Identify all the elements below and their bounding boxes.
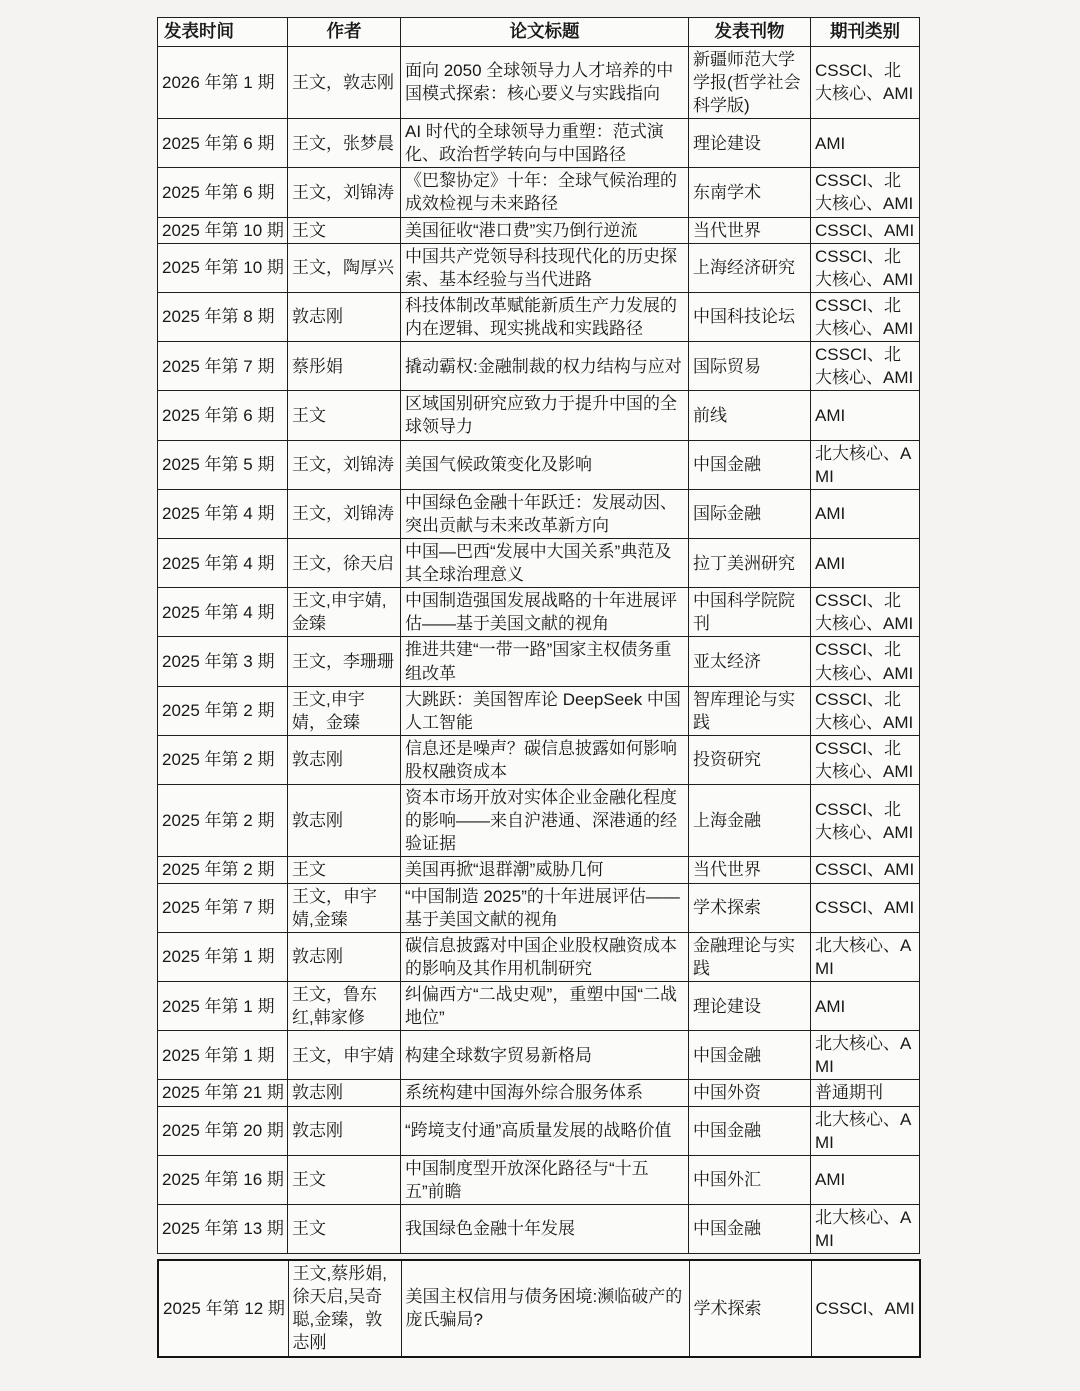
header-row: [158, 18, 920, 47]
authors-cell: 王文，刘锦涛: [288, 440, 401, 489]
category-cell: 北大核心、AMI: [811, 932, 920, 981]
header-authors: 作者: [288, 18, 401, 47]
venue-cell: 学术探索: [689, 883, 811, 932]
date-cell: 2025 年第 20 期: [158, 1106, 288, 1155]
table-row: [158, 637, 920, 686]
authors-cell: 王文: [288, 857, 401, 883]
title-cell: 我国绿色金融十年发展: [401, 1204, 689, 1253]
venue-cell: 上海经济研究: [689, 243, 811, 292]
publication-table-wrap: [157, 17, 919, 1358]
date-cell: 2025 年第 8 期: [158, 292, 288, 341]
title-cell: 中国—巴西“发展中大国关系”典范及其全球治理意义: [401, 538, 689, 587]
date-cell: 2025 年第 4 期: [158, 588, 288, 637]
table-row: [158, 883, 920, 932]
category-cell: CSSCI、AMI: [811, 883, 920, 932]
date-cell: 2025 年第 10 期: [158, 217, 288, 243]
category-cell: AMI: [811, 538, 920, 587]
table-row: [158, 1106, 920, 1155]
authors-cell: 王文: [288, 1204, 401, 1253]
venue-cell: 中国外汇: [689, 1155, 811, 1204]
header-date: 发表时间: [158, 18, 288, 47]
authors-cell: 王文，刘锦涛: [288, 168, 401, 217]
title-cell: 推进共建“一带一路”国家主权债务重组改革: [401, 637, 689, 686]
venue-cell: 当代世界: [689, 217, 811, 243]
title-cell: 区域国别研究应致力于提升中国的全球领导力: [401, 391, 689, 440]
header-venue: 发表刊物: [689, 18, 811, 47]
table-row: [158, 342, 920, 391]
date-cell: 2025 年第 2 期: [158, 735, 288, 784]
authors-cell: 王文，刘锦涛: [288, 489, 401, 538]
authors-cell: 王文，申宇婧: [288, 1031, 401, 1080]
authors-cell: 敦志刚: [288, 785, 401, 857]
category-cell: AMI: [811, 981, 920, 1030]
title-cell: 中国绿色金融十年跃迁：发展动因、突出贡献与未来改革新方向: [401, 489, 689, 538]
title-cell: 构建全球数字贸易新格局: [401, 1031, 689, 1080]
venue-cell: 中国金融: [689, 440, 811, 489]
title-cell: 《巴黎协定》十年：全球气候治理的成效检视与未来路径: [401, 168, 689, 217]
date-cell: 2025 年第 4 期: [158, 489, 288, 538]
venue-cell: 拉丁美洲研究: [689, 538, 811, 587]
detached-row-table: [157, 1259, 921, 1357]
venue-cell: 学术探索: [689, 1260, 811, 1356]
title-cell: 美国气候政策变化及影响: [401, 440, 689, 489]
date-cell: 2025 年第 21 期: [158, 1080, 288, 1106]
authors-cell: 蔡彤娟: [288, 342, 401, 391]
date-cell: 2025 年第 5 期: [158, 440, 288, 489]
category-cell: 普通期刊: [811, 1080, 920, 1106]
venue-cell: 理论建设: [689, 981, 811, 1030]
table-row: [158, 1204, 920, 1253]
authors-cell: 王文，李珊珊: [288, 637, 401, 686]
venue-cell: 金融理论与实践: [689, 932, 811, 981]
authors-cell: 王文，申宇婧,金臻: [288, 883, 401, 932]
category-cell: CSSCI、北大核心、AMI: [811, 46, 920, 118]
venue-cell: 国际贸易: [689, 342, 811, 391]
date-cell: 2025 年第 1 期: [158, 1031, 288, 1080]
date-cell: 2025 年第 2 期: [158, 857, 288, 883]
authors-cell: 敦志刚: [288, 1106, 401, 1155]
venue-cell: 投资研究: [689, 735, 811, 784]
authors-cell: 王文，张梦晨: [288, 119, 401, 168]
title-cell: 美国再掀“退群潮”威胁几何: [401, 857, 689, 883]
venue-cell: 中国金融: [689, 1031, 811, 1080]
date-cell: 2026 年第 1 期: [158, 46, 288, 118]
venue-cell: 当代世界: [689, 857, 811, 883]
authors-cell: 王文,申宇婧，金臻: [288, 686, 401, 735]
category-cell: CSSCI、AMI: [811, 1260, 920, 1356]
category-cell: CSSCI、北大核心、AMI: [811, 168, 920, 217]
title-cell: 信息还是噪声？碳信息披露如何影响股权融资成本: [401, 735, 689, 784]
venue-cell: 中国金融: [689, 1106, 811, 1155]
table-row: [158, 243, 920, 292]
header-title: 论文标题: [401, 18, 689, 47]
authors-cell: 王文,申宇婧,金臻: [288, 588, 401, 637]
category-cell: CSSCI、北大核心、AMI: [811, 785, 920, 857]
table-row: [158, 217, 920, 243]
table-row: [158, 1080, 920, 1106]
table-row: [158, 785, 920, 857]
table-row: [158, 168, 920, 217]
venue-cell: 亚太经济: [689, 637, 811, 686]
category-cell: 北大核心、AMI: [811, 1031, 920, 1080]
table-row: [158, 391, 920, 440]
authors-cell: 王文，敦志刚: [288, 46, 401, 118]
category-cell: 北大核心、AMI: [811, 1204, 920, 1253]
date-cell: 2025 年第 12 期: [158, 1260, 288, 1356]
category-cell: CSSCI、北大核心、AMI: [811, 292, 920, 341]
venue-cell: 新疆师范大学学报(哲学社会科学版): [689, 46, 811, 118]
table-row: [158, 440, 920, 489]
title-cell: AI 时代的全球领导力重塑：范式演化、政治哲学转向与中国路径: [401, 119, 689, 168]
venue-cell: 前线: [689, 391, 811, 440]
table-row: [158, 1260, 920, 1356]
title-cell: 美国主权信用与债务困境:濒临破产的庞氏骗局?: [401, 1260, 689, 1356]
venue-cell: 国际金融: [689, 489, 811, 538]
title-cell: 资本市场开放对实体企业金融化程度的影响——来自沪港通、深港通的经验证据: [401, 785, 689, 857]
category-cell: CSSCI、北大核心、AMI: [811, 342, 920, 391]
authors-cell: 王文，鲁东红,韩家修: [288, 981, 401, 1030]
category-cell: AMI: [811, 119, 920, 168]
table-row: [158, 119, 920, 168]
title-cell: “跨境支付通”高质量发展的战略价值: [401, 1106, 689, 1155]
table-row: [158, 857, 920, 883]
venue-cell: 理论建设: [689, 119, 811, 168]
venue-cell: 东南学术: [689, 168, 811, 217]
date-cell: 2025 年第 3 期: [158, 637, 288, 686]
title-cell: 美国征收“港口费”实乃倒行逆流: [401, 217, 689, 243]
detached-row-block: [157, 1259, 919, 1357]
venue-cell: 中国科学院院刊: [689, 588, 811, 637]
table-row: [158, 686, 920, 735]
publication-table: [157, 17, 920, 1254]
category-cell: 北大核心、AMI: [811, 440, 920, 489]
title-cell: 纠偏西方“二战史观”，重塑中国“二战地位”: [401, 981, 689, 1030]
date-cell: 2025 年第 13 期: [158, 1204, 288, 1253]
title-cell: 中国共产党领导科技现代化的历史探索、基本经验与当代进路: [401, 243, 689, 292]
title-cell: “中国制造 2025”的十年进展评估——基于美国文献的视角: [401, 883, 689, 932]
category-cell: 北大核心、AMI: [811, 1106, 920, 1155]
table-row: [158, 588, 920, 637]
authors-cell: 王文: [288, 217, 401, 243]
title-cell: 面向 2050 全球领导力人才培养的中国模式探索：核心要义与实践指向: [401, 46, 689, 118]
header-category: 期刊类别: [811, 18, 920, 47]
authors-cell: 敦志刚: [288, 292, 401, 341]
authors-cell: 王文，陶厚兴: [288, 243, 401, 292]
title-cell: 中国制造强国发展战略的十年进展评估——基于美国文献的视角: [401, 588, 689, 637]
authors-cell: 王文,蔡彤娟,徐天启,吴奇聪,金臻，敦志刚: [288, 1260, 401, 1356]
date-cell: 2025 年第 4 期: [158, 538, 288, 587]
table-row: [158, 292, 920, 341]
final-table-body: [158, 1260, 920, 1356]
venue-cell: 上海金融: [689, 785, 811, 857]
category-cell: CSSCI、北大核心、AMI: [811, 735, 920, 784]
date-cell: 2025 年第 7 期: [158, 883, 288, 932]
table-header: [158, 18, 920, 47]
authors-cell: 敦志刚: [288, 735, 401, 784]
date-cell: 2025 年第 1 期: [158, 981, 288, 1030]
category-cell: AMI: [811, 391, 920, 440]
title-cell: 大跳跃：美国智库论 DeepSeek 中国人工智能: [401, 686, 689, 735]
date-cell: 2025 年第 16 期: [158, 1155, 288, 1204]
category-cell: CSSCI、AMI: [811, 857, 920, 883]
date-cell: 2025 年第 6 期: [158, 168, 288, 217]
category-cell: AMI: [811, 1155, 920, 1204]
authors-cell: 王文，徐天启: [288, 538, 401, 587]
authors-cell: 王文: [288, 391, 401, 440]
date-cell: 2025 年第 6 期: [158, 119, 288, 168]
table-row: [158, 981, 920, 1030]
main-table-body: [158, 46, 920, 1253]
title-cell: 撬动霸权:金融制裁的权力结构与应对: [401, 342, 689, 391]
venue-cell: 中国科技论坛: [689, 292, 811, 341]
table-row: [158, 46, 920, 118]
authors-cell: 王文: [288, 1155, 401, 1204]
table-row: [158, 1031, 920, 1080]
authors-cell: 敦志刚: [288, 1080, 401, 1106]
title-cell: 系统构建中国海外综合服务体系: [401, 1080, 689, 1106]
date-cell: 2025 年第 2 期: [158, 785, 288, 857]
date-cell: 2025 年第 7 期: [158, 342, 288, 391]
venue-cell: 中国外资: [689, 1080, 811, 1106]
title-cell: 碳信息披露对中国企业股权融资成本的影响及其作用机制研究: [401, 932, 689, 981]
category-cell: CSSCI、北大核心、AMI: [811, 686, 920, 735]
category-cell: AMI: [811, 489, 920, 538]
venue-cell: 智库理论与实践: [689, 686, 811, 735]
table-row: [158, 538, 920, 587]
title-cell: 科技体制改革赋能新质生产力发展的内在逻辑、现实挑战和实践路径: [401, 292, 689, 341]
date-cell: 2025 年第 1 期: [158, 932, 288, 981]
category-cell: CSSCI、AMI: [811, 217, 920, 243]
category-cell: CSSCI、北大核心、AMI: [811, 588, 920, 637]
table-row: [158, 735, 920, 784]
authors-cell: 敦志刚: [288, 932, 401, 981]
date-cell: 2025 年第 10 期: [158, 243, 288, 292]
venue-cell: 中国金融: [689, 1204, 811, 1253]
table-row: [158, 932, 920, 981]
date-cell: 2025 年第 6 期: [158, 391, 288, 440]
category-cell: CSSCI、北大核心、AMI: [811, 243, 920, 292]
category-cell: CSSCI、北大核心、AMI: [811, 637, 920, 686]
title-cell: 中国制度型开放深化路径与“十五五”前瞻: [401, 1155, 689, 1204]
table-row: [158, 1155, 920, 1204]
table-row: [158, 489, 920, 538]
date-cell: 2025 年第 2 期: [158, 686, 288, 735]
